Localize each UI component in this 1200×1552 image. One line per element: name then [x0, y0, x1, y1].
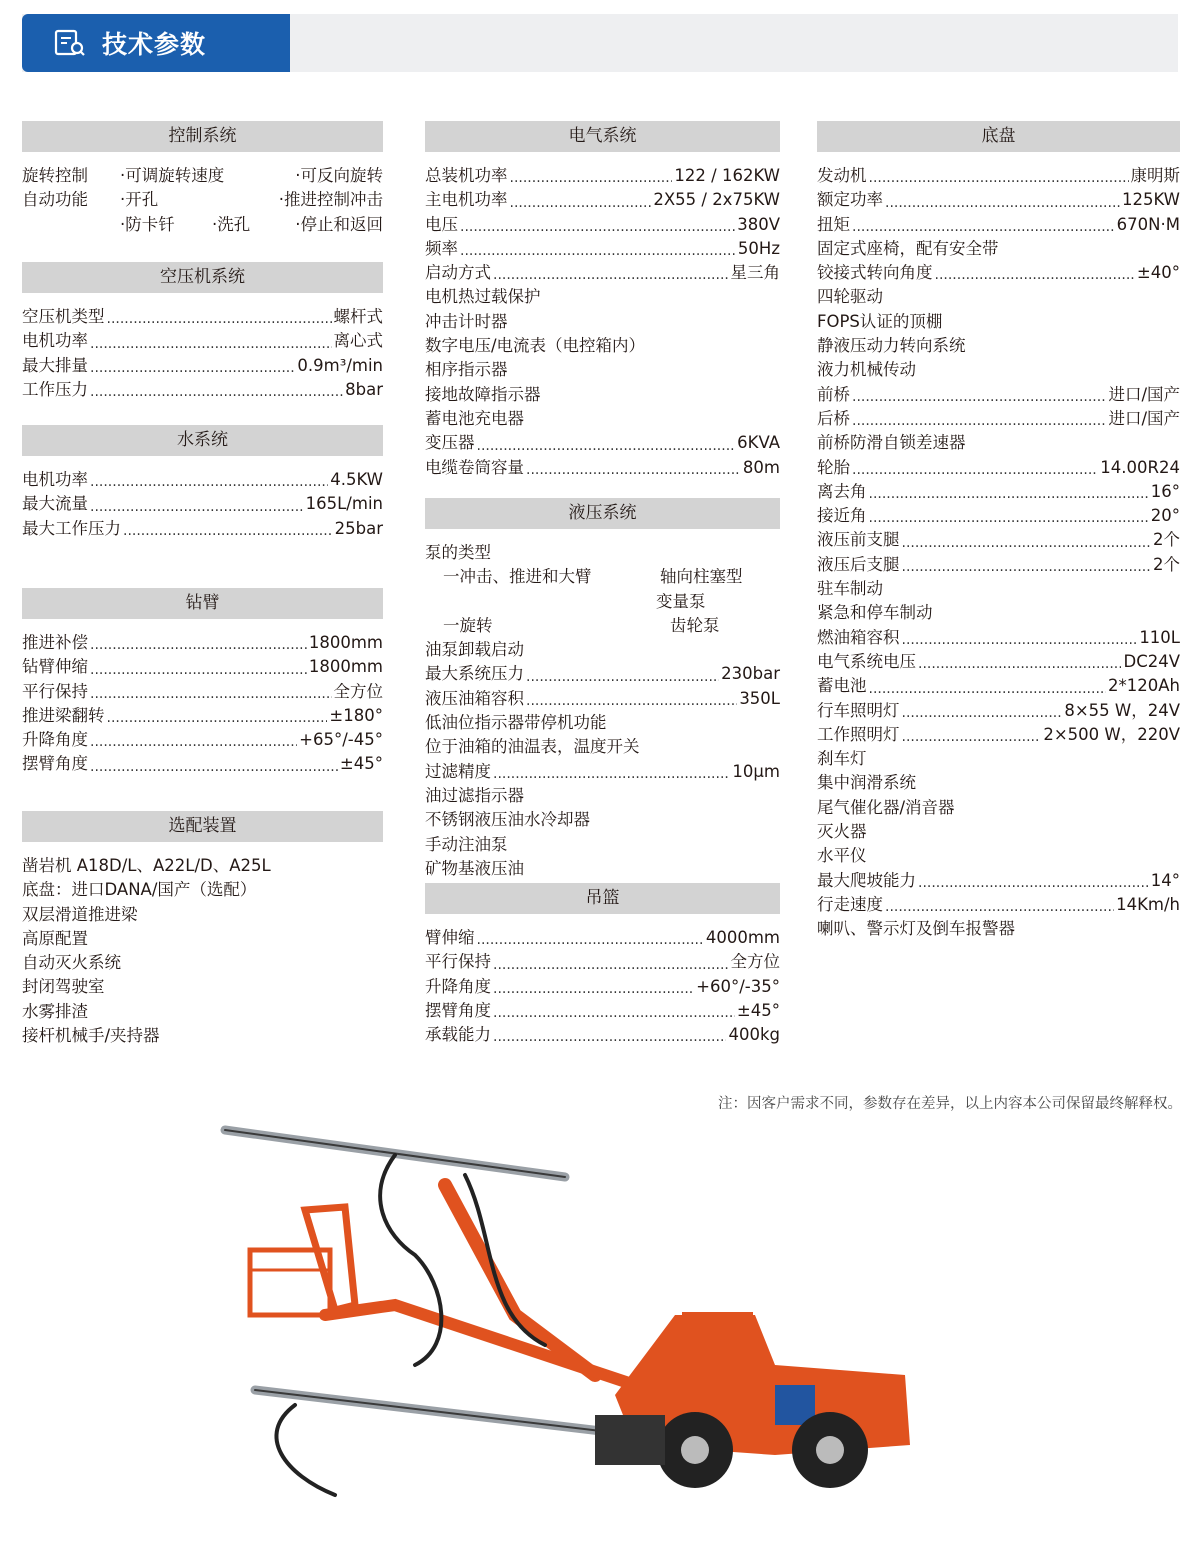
spec-row — [817, 407, 1180, 431]
spec-row — [22, 164, 383, 188]
spec-label: 电缆卷筒容量 — [425, 457, 524, 477]
spec-item: 封闭驾驶室 — [22, 977, 105, 997]
spec-label: 最大工作压力 — [22, 518, 121, 538]
spec-label: 过滤精度 — [425, 761, 491, 781]
spec-row — [817, 626, 1180, 650]
dot-leader — [902, 626, 1138, 650]
spec-row — [817, 504, 1180, 528]
section-header: 钻臂 — [22, 588, 383, 619]
spec-row — [817, 577, 1180, 601]
spec-value: 14.00R24 — [1100, 457, 1180, 477]
dot-leader — [493, 999, 735, 1023]
spec-row — [425, 926, 780, 950]
spec-row — [22, 975, 383, 999]
spec-row — [22, 854, 383, 878]
spec-label: 后桥 — [817, 408, 850, 428]
spec-section-chassis — [817, 121, 1180, 942]
spec-row — [425, 213, 780, 237]
spec-value: 230bar — [721, 664, 780, 684]
spec-value: 50Hz — [737, 238, 780, 258]
dot-leader — [869, 480, 1149, 504]
spec-row — [22, 1024, 383, 1048]
section-header: 水系统 — [22, 425, 383, 456]
spec-label: 燃油箱容积 — [817, 627, 900, 647]
spec-label: 总装机功率 — [425, 166, 508, 185]
spec-row — [817, 674, 1180, 698]
dot-leader — [107, 305, 332, 329]
spec-value: 2X55 / 2x75KW — [653, 190, 780, 210]
spec-item: 双层滑道推进梁 — [22, 904, 138, 924]
spec-section-basket — [425, 883, 780, 1047]
dot-leader — [869, 504, 1149, 528]
section-header: 电气系统 — [425, 121, 780, 152]
spec-label: 液压前支腿 — [817, 530, 900, 550]
dot-leader — [526, 662, 719, 686]
spec-item: 接杆机械手/夹持器 — [22, 1026, 160, 1046]
spec-value: 380V — [737, 214, 780, 234]
dot-leader — [90, 680, 332, 704]
spec-row — [425, 334, 780, 358]
spec-row — [817, 723, 1180, 747]
spec-row — [817, 917, 1180, 941]
spec-label: 液压后支腿 — [817, 554, 900, 574]
spec-row — [817, 213, 1180, 237]
spec-value: ±45° — [736, 1000, 780, 1020]
dot-leader — [852, 213, 1115, 237]
spec-value: 25bar — [334, 518, 383, 538]
spec-label: 蓄电池 — [817, 676, 867, 696]
spec-label: 铰接式转向角度 — [817, 263, 933, 283]
spec-item: 喇叭、警示灯及倒车报警器 — [817, 919, 1015, 939]
control-label: 旋转控制 — [22, 166, 88, 185]
spec-label: 电气系统电压 — [817, 651, 916, 671]
spec-value: 16° — [1150, 481, 1180, 501]
spec-section-control — [22, 121, 383, 237]
dot-leader — [510, 188, 652, 212]
spec-row — [22, 680, 383, 704]
spec-row — [425, 735, 780, 759]
spec-row — [22, 492, 383, 516]
spec-value: ±45° — [339, 754, 383, 774]
spec-value: 14Km/h — [1116, 894, 1180, 914]
spec-item: 四轮驱动 — [817, 287, 883, 307]
dot-leader — [885, 188, 1120, 212]
spec-label: 行走速度 — [817, 894, 883, 914]
spec-row — [22, 305, 383, 329]
spec-row — [817, 188, 1180, 212]
dot-leader — [460, 237, 736, 261]
spec-item: 手动注油泵 — [425, 834, 508, 854]
spec-value: ±40° — [1136, 263, 1180, 283]
dot-leader — [493, 950, 729, 974]
dot-leader — [902, 553, 1152, 577]
spec-value: 1800mm — [308, 657, 383, 677]
spec-item: 驻车制动 — [817, 579, 883, 599]
spec-label: 启动方式 — [425, 263, 491, 283]
spec-row — [817, 334, 1180, 358]
spec-value: 离心式 — [333, 331, 383, 351]
spec-item: 不锈钢液压油水冷却器 — [425, 810, 590, 830]
spec-item: 水雾排渣 — [22, 1001, 88, 1021]
control-feature: ·可调旋转速度 — [120, 166, 225, 185]
spec-value: +60°/-35° — [696, 976, 780, 996]
spec-row — [22, 728, 383, 752]
spec-label: 升降角度 — [425, 976, 491, 996]
spec-row — [425, 383, 780, 407]
spec-value: 1800mm — [308, 633, 383, 652]
spec-row — [425, 565, 780, 589]
spec-value: 6KVA — [737, 433, 780, 453]
spec-row — [817, 383, 1180, 407]
spec-item: 液力机械传动 — [817, 360, 916, 380]
spec-row — [425, 833, 780, 857]
spec-item: 电机热过载保护 — [425, 287, 541, 307]
spec-item: 位于油箱的油温表，温度开关 — [425, 737, 640, 757]
dot-leader — [90, 492, 304, 516]
spec-row — [425, 358, 780, 382]
spec-label: 平行保持 — [22, 681, 88, 701]
dot-leader — [90, 378, 343, 402]
dot-leader — [90, 329, 332, 353]
spec-label: 平行保持 — [425, 952, 491, 972]
spec-label: 臂伸缩 — [425, 928, 475, 947]
dot-leader — [852, 407, 1106, 431]
spec-label: 频率 — [425, 238, 458, 258]
spec-label: 接近角 — [817, 506, 867, 526]
spec-label: 摆臂角度 — [22, 754, 88, 774]
spec-row — [817, 480, 1180, 504]
spec-label: 承载能力 — [425, 1025, 491, 1045]
spec-item: 固定式座椅，配有安全带 — [817, 238, 999, 258]
spec-row — [817, 844, 1180, 868]
dot-leader — [902, 723, 1042, 747]
spec-row — [425, 164, 780, 188]
spec-value: 8bar — [345, 379, 383, 399]
spec-label: 最大系统压力 — [425, 664, 524, 684]
spec-row — [425, 431, 780, 455]
spec-value: 星三角 — [730, 263, 780, 283]
spec-value: 8×55 W，24V — [1064, 700, 1180, 720]
spec-value: 进口/国产 — [1108, 408, 1180, 428]
spec-item: 低油位指示器带停机功能 — [425, 713, 607, 733]
spec-item: 紧急和停车制动 — [817, 603, 933, 623]
spec-item: 底盘：进口DANA/国产（选配） — [22, 880, 257, 900]
spec-row — [425, 1023, 780, 1047]
spec-section-water — [22, 425, 383, 541]
spec-item: 刹车灯 — [817, 749, 867, 769]
page-title: 技术参数 — [102, 30, 207, 59]
spec-row — [425, 407, 780, 431]
spec-value: 165L/min — [305, 494, 383, 514]
spec-row — [817, 528, 1180, 552]
spec-value: 110L — [1139, 627, 1180, 647]
spec-row — [817, 261, 1180, 285]
dot-leader — [90, 655, 307, 679]
spec-value: 2×500 W，220V — [1043, 724, 1180, 744]
spec-row — [817, 358, 1180, 382]
spec-value: 4000mm — [705, 928, 780, 947]
spec-row — [817, 456, 1180, 480]
spec-row — [425, 188, 780, 212]
spec-row — [425, 261, 780, 285]
spec-section-boom — [22, 588, 383, 777]
spec-value: 4.5KW — [330, 470, 383, 489]
spec-label: 扭矩 — [817, 214, 850, 234]
spec-label: 推进梁翻转 — [22, 705, 105, 725]
spec-item: 自动灭火系统 — [22, 953, 121, 973]
disclaimer-note: 注：因客户需求不同，参数存在差异，以上内容本公司保留最终解释权。 — [718, 1096, 1182, 1112]
spec-row — [425, 614, 780, 638]
spec-label: 工作照明灯 — [817, 724, 900, 744]
spec-row — [817, 771, 1180, 795]
spec-row — [22, 903, 383, 927]
spec-value: 14° — [1150, 870, 1180, 890]
dot-leader — [852, 456, 1098, 480]
spec-value: DC24V — [1123, 651, 1180, 671]
spec-row — [817, 553, 1180, 577]
spec-row — [425, 711, 780, 735]
spec-item: 前桥防滑自锁差速器 — [817, 433, 966, 453]
spec-item: 冲击计时器 — [425, 311, 508, 331]
spec-label: 最大爬坡能力 — [817, 870, 916, 890]
spec-row — [817, 699, 1180, 723]
dot-leader — [477, 431, 736, 455]
spec-row — [22, 951, 383, 975]
spec-section-air — [22, 262, 383, 402]
spec-row — [817, 601, 1180, 625]
header-title-box — [22, 14, 290, 72]
spec-row — [22, 517, 383, 541]
spec-item: FOPS认证的顶棚 — [817, 311, 943, 331]
spec-item: 相序指示器 — [425, 360, 508, 380]
spec-row — [817, 237, 1180, 261]
spec-row — [22, 927, 383, 951]
spec-label: 行车照明灯 — [817, 700, 900, 720]
section-header: 空压机系统 — [22, 262, 383, 293]
dot-leader — [477, 926, 704, 950]
spec-value: +65°/-45° — [299, 730, 383, 750]
spec-row — [425, 950, 780, 974]
spec-row — [22, 329, 383, 353]
drill-rig-image — [215, 1115, 935, 1515]
spec-label: 前桥 — [817, 384, 850, 404]
spec-value: 10μm — [732, 761, 780, 781]
dot-leader — [885, 893, 1114, 917]
spec-row — [425, 237, 780, 261]
spec-row — [425, 310, 780, 334]
spec-item: 灭火器 — [817, 822, 867, 842]
spec-row — [817, 796, 1180, 820]
dot-leader — [918, 869, 1149, 893]
spec-item: 水平仪 — [817, 846, 867, 866]
pump-usage: 一旋转 — [443, 615, 493, 635]
spec-value: 125KW — [1121, 190, 1180, 210]
spec-row — [22, 704, 383, 728]
spec-row — [817, 893, 1180, 917]
spec-value: 670N·M — [1116, 214, 1180, 234]
spec-row — [425, 662, 780, 686]
spec-document-icon — [54, 29, 86, 57]
section-header: 液压系统 — [425, 498, 780, 529]
spec-row — [22, 354, 383, 378]
spec-row — [425, 857, 780, 881]
spec-item: 油过滤指示器 — [425, 785, 524, 805]
spec-item: 数字电压/电流表（电控箱内） — [425, 336, 646, 356]
spec-value: 350L — [739, 688, 780, 708]
dot-leader — [935, 261, 1135, 285]
spec-value: 全方位 — [333, 681, 383, 701]
dot-leader — [493, 760, 730, 784]
dot-leader — [510, 164, 673, 188]
spec-row — [817, 431, 1180, 455]
spec-item: 蓄电池充电器 — [425, 408, 524, 428]
spec-section-hyd — [425, 498, 780, 881]
dot-leader — [90, 354, 295, 378]
spec-value: 20° — [1150, 506, 1180, 526]
spec-row — [817, 820, 1180, 844]
spec-row — [425, 760, 780, 784]
spec-row — [817, 285, 1180, 309]
spec-row — [425, 285, 780, 309]
spec-value: 康明斯 — [1130, 166, 1180, 185]
spec-row — [22, 1000, 383, 1024]
spec-item: 矿物基液压油 — [425, 858, 524, 878]
control-label: 自动功能 — [22, 190, 88, 210]
spec-label: 工作压力 — [22, 379, 88, 399]
dot-leader — [526, 687, 737, 711]
section-header: 控制系统 — [22, 121, 383, 152]
dot-leader — [90, 728, 297, 752]
pump-type: 变量泵 — [656, 591, 706, 611]
spec-row — [425, 638, 780, 662]
spec-label: 离去角 — [817, 481, 867, 501]
dot-leader — [869, 674, 1107, 698]
section-header: 底盘 — [817, 121, 1180, 152]
control-feature: ·推进控制冲击 — [278, 190, 383, 210]
dot-leader — [902, 699, 1063, 723]
dot-leader — [123, 517, 333, 541]
spec-value: 122 / 162KW — [674, 166, 780, 185]
dot-leader — [460, 213, 735, 237]
spec-row — [425, 808, 780, 832]
spec-label: 电机功率 — [22, 470, 88, 489]
spec-value: 400kg — [728, 1025, 780, 1045]
spec-row — [425, 687, 780, 711]
spec-row — [817, 747, 1180, 771]
dot-leader — [902, 528, 1152, 552]
spec-value: 进口/国产 — [1108, 384, 1180, 404]
spec-label: 钻臂伸缩 — [22, 657, 88, 677]
section-header: 选配装置 — [22, 811, 383, 842]
dot-leader — [90, 752, 338, 776]
spec-value: 螺杆式 — [333, 307, 383, 326]
dot-leader — [918, 650, 1121, 674]
spec-label: 液压油箱容积 — [425, 688, 524, 708]
spec-label: 升降角度 — [22, 730, 88, 750]
pump-type: 轴向柱塞型 — [660, 567, 743, 587]
spec-value: 80m — [742, 457, 780, 477]
spec-value: ±180° — [329, 705, 383, 725]
spec-row — [425, 784, 780, 808]
spec-label: 额定功率 — [817, 190, 883, 210]
spec-label: 变压器 — [425, 433, 475, 453]
spec-row — [425, 590, 780, 614]
spec-label: 推进补偿 — [22, 633, 88, 652]
dot-leader — [90, 468, 328, 492]
spec-row — [817, 869, 1180, 893]
spec-item: 泵的类型 — [425, 543, 491, 562]
spec-label: 最大排量 — [22, 355, 88, 375]
control-feature: ·开孔 — [120, 190, 159, 210]
spec-row — [817, 164, 1180, 188]
spec-item: 接地故障指示器 — [425, 384, 541, 404]
spec-value: 2个 — [1153, 554, 1180, 574]
spec-item: 凿岩机 A18D/L、A22L/D、A25L — [22, 856, 271, 875]
spec-label: 电压 — [425, 214, 458, 234]
spec-row — [425, 975, 780, 999]
spec-label: 主电机功率 — [425, 190, 508, 210]
spec-value: 2*120Ah — [1108, 676, 1180, 696]
spec-section-option — [22, 811, 383, 1048]
pump-usage: 一冲击、推进和大臂 — [443, 567, 592, 587]
spec-row — [22, 468, 383, 492]
control-feature: ·防卡钎 — [120, 214, 175, 234]
spec-row — [22, 213, 383, 237]
control-feature: ·可反向旋转 — [295, 166, 383, 185]
dot-leader — [107, 704, 328, 728]
spec-value: 2个 — [1153, 530, 1180, 550]
spec-label: 摆臂角度 — [425, 1000, 491, 1020]
control-feature: ·洗孔 — [212, 214, 251, 234]
spec-item: 油泵卸载启动 — [425, 640, 524, 660]
control-feature: ·停止和返回 — [295, 214, 383, 234]
dot-leader — [852, 383, 1106, 407]
spec-row — [425, 456, 780, 480]
dot-leader — [526, 456, 741, 480]
spec-row — [22, 752, 383, 776]
section-header: 吊篮 — [425, 883, 780, 914]
dot-leader — [869, 164, 1129, 188]
spec-row — [425, 541, 780, 565]
spec-item: 集中润滑系统 — [817, 773, 916, 793]
spec-value: 0.9m³/min — [297, 355, 383, 375]
spec-label: 空压机类型 — [22, 307, 105, 326]
dot-leader — [493, 261, 729, 285]
spec-label: 电机功率 — [22, 331, 88, 351]
spec-row — [22, 378, 383, 402]
dot-leader — [493, 1023, 726, 1047]
dot-leader — [90, 631, 307, 655]
dot-leader — [493, 975, 694, 999]
spec-row — [817, 650, 1180, 674]
spec-row — [425, 999, 780, 1023]
spec-row — [22, 631, 383, 655]
spec-label: 发动机 — [817, 166, 867, 185]
spec-row — [22, 655, 383, 679]
spec-item: 高原配置 — [22, 928, 88, 948]
spec-row — [22, 188, 383, 212]
spec-row — [817, 310, 1180, 334]
spec-section-elec — [425, 121, 780, 480]
spec-label: 最大流量 — [22, 494, 88, 514]
pump-type: 齿轮泵 — [670, 615, 720, 635]
spec-item: 尾气催化器/消音器 — [817, 797, 955, 817]
spec-row — [22, 878, 383, 902]
spec-item: 静液压动力转向系统 — [817, 336, 966, 356]
spec-value: 全方位 — [730, 952, 780, 972]
spec-label: 轮胎 — [817, 457, 850, 477]
